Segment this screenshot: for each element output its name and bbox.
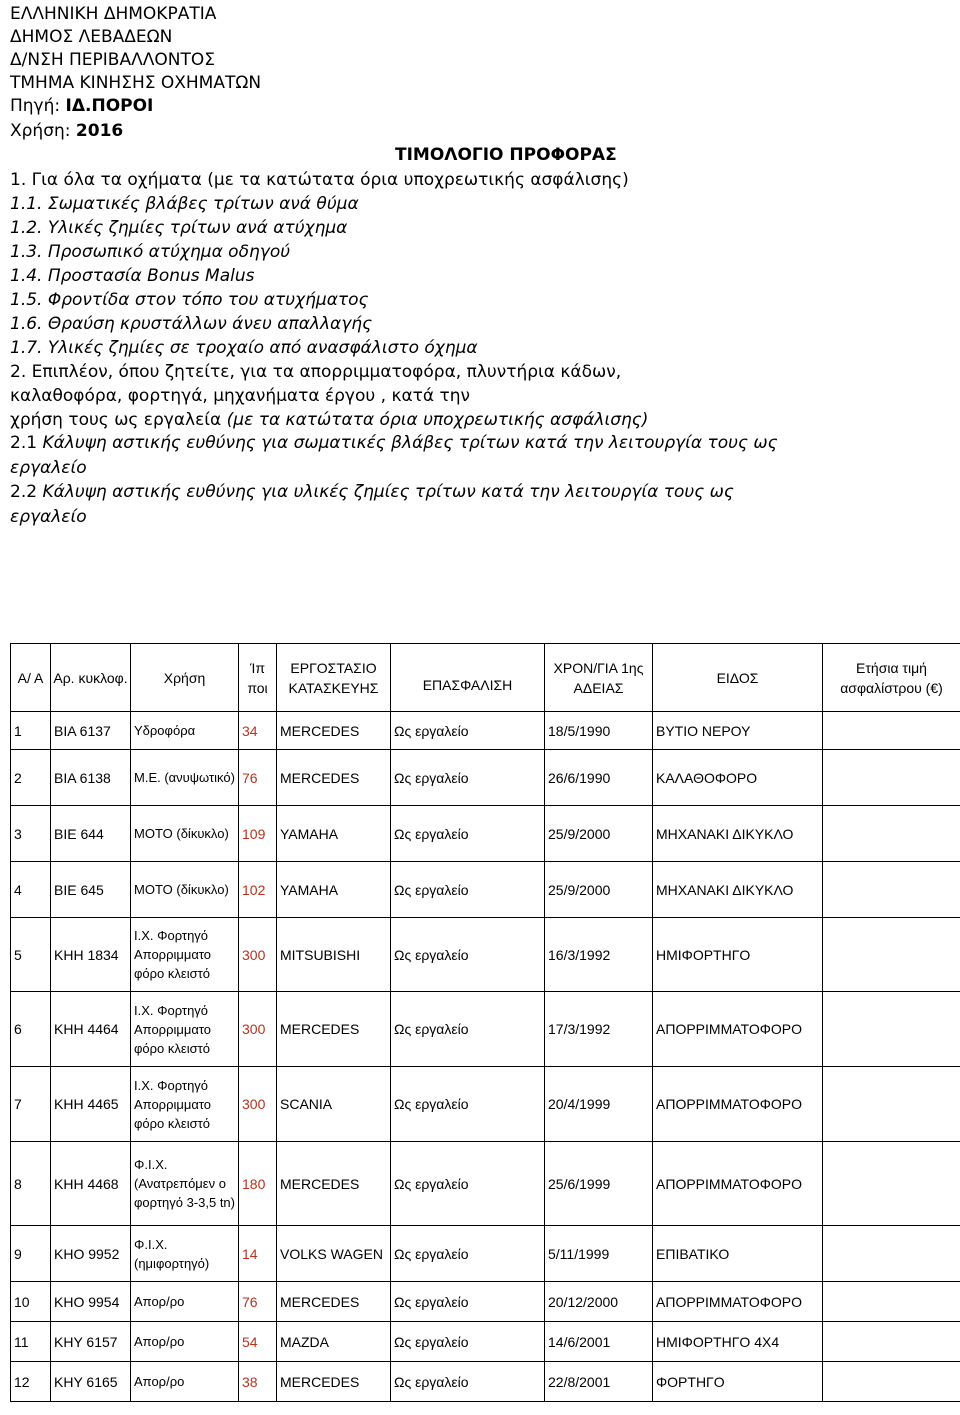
cell-aa: 10	[11, 1282, 51, 1322]
cell-premium	[823, 1282, 960, 1322]
cell-date: 18/5/1990	[545, 712, 653, 750]
cell-plate: ΚΗΥ 6157	[51, 1322, 131, 1362]
header-source	[10, 95, 153, 118]
cell-aa: 2	[11, 750, 51, 806]
cell-date: 26/6/1990	[545, 750, 653, 806]
cell-plate: ΚΗΟ 9952	[51, 1226, 131, 1282]
cell-maker: MERCEDES	[277, 1362, 391, 1402]
header-type: ΕΙΔΟΣ	[653, 644, 823, 712]
table-row	[11, 1322, 960, 1362]
section1-title: 1. Για όλα τα οχήματα (με τα κατώτατα όρια υποχρεωτικής ασφάλισης)	[10, 170, 629, 190]
section2-item1-text: Κάλυψη αστικής ευθύνης για σωματικές βλάβες τρίτων κατά την λειτουργία τους ως εργαλείο	[10, 433, 778, 478]
cell-insurance: Ως εργαλείο	[391, 1362, 545, 1402]
table-row	[11, 712, 960, 750]
cell-premium	[823, 806, 960, 862]
cell-insurance: Ως εργαλείο	[391, 992, 545, 1067]
cell-type: ΜΗΧΑΝΑΚΙ ΔΙΚΥΚΛΟ	[653, 806, 823, 862]
cell-plate: ΚΗΗ 4464	[51, 992, 131, 1067]
cell-aa: 11	[11, 1322, 51, 1362]
cell-premium	[823, 1226, 960, 1282]
cell-insurance: Ως εργαλείο	[391, 712, 545, 750]
header-line-directorate: Δ/ΝΣΗ ΠΕΡΙΒΑΛΛΟΝΤΟΣ	[10, 50, 215, 70]
cell-type: ΗΜΙΦΟΡΤΗΓΟ	[653, 918, 823, 992]
cell-date: 20/12/2000	[545, 1282, 653, 1322]
section2-item1-num: 2.1	[10, 433, 43, 453]
cell-type: ΑΠΟΡΡΙΜΜΑΤΟΦΟΡΟ	[653, 1142, 823, 1226]
section1-item: 1.1. Σωματικές βλάβες τρίτων ανά θύμα	[10, 194, 359, 214]
cell-insurance: Ως εργαλείο	[391, 1282, 545, 1322]
cell-hp: 102	[239, 862, 277, 918]
section2-line1: 2. Επιπλέον, όπου ζητείτε, για τα απορριμματοφόρα, πλυντήρια κάδων,	[10, 362, 622, 382]
header-use: Χρήση	[131, 644, 239, 712]
cell-date: 25/9/2000	[545, 862, 653, 918]
header-aa: Α/ Α	[11, 644, 51, 712]
cell-premium	[823, 918, 960, 992]
table-row	[11, 1226, 960, 1282]
cell-insurance: Ως εργαλείο	[391, 1226, 545, 1282]
section2-item2-num: 2.2	[10, 482, 43, 502]
cell-plate: ΒΙΑ 6138	[51, 750, 131, 806]
cell-plate: ΚΗΥ 6165	[51, 1362, 131, 1402]
cell-insurance: Ως εργαλείο	[391, 918, 545, 992]
cell-maker: VOLKS WAGEN	[277, 1226, 391, 1282]
section2-item1	[10, 431, 790, 480]
section2-line3	[10, 409, 648, 432]
cell-insurance: Ως εργαλείο	[391, 806, 545, 862]
table-row	[11, 992, 960, 1067]
cell-hp: 76	[239, 750, 277, 806]
cell-insurance: Ως εργαλείο	[391, 750, 545, 806]
cell-use: Ι.Χ. Φορτηγό Απορριμματο φόρο κλειστό	[131, 918, 239, 992]
cell-premium	[823, 712, 960, 750]
source-value: ΙΔ.ΠΟΡΟΙ	[65, 96, 154, 116]
cell-date: 16/3/1992	[545, 918, 653, 992]
table-row	[11, 750, 960, 806]
header-line-country: ΕΛΛΗΝΙΚΗ ΔΗΜΟΚΡΑΤΙΑ	[10, 4, 217, 24]
cell-use: Ι.Χ. Φορτηγό Απορριμματο φόρο κλειστό	[131, 1067, 239, 1142]
header-maker: ΕΡΓΟΣΤΑΣΙΟ ΚΑΤΑΣΚΕΥΗΣ	[277, 644, 391, 712]
cell-plate: ΚΗΗ 1834	[51, 918, 131, 992]
cell-use: Υδροφόρα	[131, 712, 239, 750]
cell-maker: YAMAHA	[277, 806, 391, 862]
cell-aa: 1	[11, 712, 51, 750]
cell-plate: ΒΙΕ 645	[51, 862, 131, 918]
section1-item: 1.7. Υλικές ζημίες σε τροχαίο από ανασφάλιστο όχημα	[10, 338, 478, 358]
table-row	[11, 806, 960, 862]
cell-date: 20/4/1999	[545, 1067, 653, 1142]
header-plate: Αρ. κυκλοφ.	[51, 644, 131, 712]
cell-type: ΕΠΙΒΑΤΙΚΟ	[653, 1226, 823, 1282]
cell-premium	[823, 1362, 960, 1402]
cell-plate: ΚΗΟ 9954	[51, 1282, 131, 1322]
cell-plate: ΒΙΕ 644	[51, 806, 131, 862]
cell-premium	[823, 750, 960, 806]
cell-hp: 38	[239, 1362, 277, 1402]
cell-maker: YAMAHA	[277, 862, 391, 918]
cell-type: ΗΜΙΦΟΡΤΗΓΟ 4Χ4	[653, 1322, 823, 1362]
cell-hp: 300	[239, 992, 277, 1067]
cell-insurance: Ως εργαλείο	[391, 862, 545, 918]
cell-maker: MERCEDES	[277, 750, 391, 806]
cell-maker: MERCEDES	[277, 992, 391, 1067]
table-row	[11, 1282, 960, 1322]
cell-maker: MERCEDES	[277, 712, 391, 750]
year-value: 2016	[75, 121, 124, 141]
header-line-department: ΤΜΗΜΑ ΚΙΝΗΣΗΣ ΟΧΗΜΑΤΩΝ	[10, 73, 262, 93]
cell-hp: 300	[239, 1067, 277, 1142]
cell-type: ΜΗΧΑΝΑΚΙ ΔΙΚΥΚΛΟ	[653, 862, 823, 918]
year-label: Χρήση:	[10, 121, 76, 141]
section2-item2	[10, 480, 790, 529]
source-label: Πηγή:	[10, 96, 66, 116]
cell-use: Μ.Ε. (ανυψωτικό)	[131, 750, 239, 806]
cell-aa: 12	[11, 1362, 51, 1402]
document-title: ΤΙΜΟΛΟΓΙΟ ΠΡΟΦΟΡΑΣ	[395, 145, 617, 165]
cell-maker: SCANIA	[277, 1067, 391, 1142]
section2-line2: καλαθοφόρα, φορτηγά, μηχανήματα έργου , κατά την	[10, 386, 471, 406]
cell-use: Απορ/ρο	[131, 1362, 239, 1402]
cell-type: ΑΠΟΡΡΙΜΜΑΤΟΦΟΡΟ	[653, 1282, 823, 1322]
header-year	[10, 120, 123, 143]
table-row	[11, 1362, 960, 1402]
cell-premium	[823, 1142, 960, 1226]
cell-premium	[823, 1322, 960, 1362]
section1-item: 1.5. Φροντίδα στον τόπο του ατυχήματος	[10, 290, 369, 310]
cell-hp: 180	[239, 1142, 277, 1226]
cell-hp: 76	[239, 1282, 277, 1322]
section2-line3-start: χρήση τους ως εργαλεία	[10, 410, 227, 430]
cell-aa: 3	[11, 806, 51, 862]
cell-use: Απορ/ρο	[131, 1282, 239, 1322]
header-first-license-date: ΧΡΟΝ/ΓΙΑ 1ης ΑΔΕΙΑΣ	[545, 644, 653, 712]
cell-hp: 14	[239, 1226, 277, 1282]
cell-use: Απορ/ρο	[131, 1322, 239, 1362]
cell-aa: 9	[11, 1226, 51, 1282]
cell-use: ΜΟΤΟ (δίκυκλο)	[131, 862, 239, 918]
cell-aa: 5	[11, 918, 51, 992]
cell-hp: 300	[239, 918, 277, 992]
cell-plate: ΒΙΑ 6137	[51, 712, 131, 750]
header-insurance: ΕΠΑΣΦΑΛΙΣΗ	[391, 644, 545, 712]
cell-date: 17/3/1992	[545, 992, 653, 1067]
cell-aa: 6	[11, 992, 51, 1067]
section1-item: 1.2. Υλικές ζημίες τρίτων ανά ατύχημα	[10, 218, 348, 238]
vehicles-table	[10, 643, 960, 1402]
cell-aa: 7	[11, 1067, 51, 1142]
cell-use: Ι.Χ. Φορτηγό Απορριμματο φόρο κλειστό	[131, 992, 239, 1067]
section1-item: 1.6. Θραύση κρυστάλλων άνευ απαλλαγής	[10, 314, 373, 334]
cell-maker: MITSUBISHI	[277, 918, 391, 992]
cell-hp: 109	[239, 806, 277, 862]
cell-date: 22/8/2001	[545, 1362, 653, 1402]
table-row	[11, 1142, 960, 1226]
cell-use: Φ.Ι.Χ. (ημιφορτηγό)	[131, 1226, 239, 1282]
cell-maker: MERCEDES	[277, 1142, 391, 1226]
cell-plate: ΚΗΗ 4465	[51, 1067, 131, 1142]
cell-type: ΑΠΟΡΡΙΜΜΑΤΟΦΟΡΟ	[653, 1067, 823, 1142]
cell-insurance: Ως εργαλείο	[391, 1142, 545, 1226]
cell-use: Φ.Ι.Χ. (Ανατρεπόμεν ο φορτηγό 3-3,5 tn)	[131, 1142, 239, 1226]
cell-type: ΒΥΤΙΟ ΝΕΡΟΥ	[653, 712, 823, 750]
cell-premium	[823, 1067, 960, 1142]
cell-aa: 4	[11, 862, 51, 918]
table-row	[11, 918, 960, 992]
cell-date: 14/6/2001	[545, 1322, 653, 1362]
cell-type: ΑΠΟΡΡΙΜΜΑΤΟΦΟΡΟ	[653, 992, 823, 1067]
header-hp: Ίπ ποι	[239, 644, 277, 712]
cell-date: 5/11/1999	[545, 1226, 653, 1282]
cell-plate: ΚΗΗ 4468	[51, 1142, 131, 1226]
table-row	[11, 862, 960, 918]
cell-insurance: Ως εργαλείο	[391, 1322, 545, 1362]
cell-insurance: Ως εργαλείο	[391, 1067, 545, 1142]
cell-premium	[823, 862, 960, 918]
cell-premium	[823, 992, 960, 1067]
cell-date: 25/6/1999	[545, 1142, 653, 1226]
section2-line3-italic: (με τα κατώτατα όρια υποχρεωτικής ασφάλισης)	[226, 410, 649, 430]
header-line-municipality: ΔΗΜΟΣ ΛΕΒΑΔΕΩΝ	[10, 27, 173, 47]
cell-maker: MAZDA	[277, 1322, 391, 1362]
cell-aa: 8	[11, 1142, 51, 1226]
header-annual-premium: Ετήσια τιμή ασφαλίστρου (€)	[823, 644, 960, 712]
cell-type: ΦΟΡΤΗΓΟ	[653, 1362, 823, 1402]
cell-hp: 34	[239, 712, 277, 750]
cell-hp: 54	[239, 1322, 277, 1362]
table-row	[11, 1067, 960, 1142]
section1-item: 1.3. Προσωπικό ατύχημα οδηγού	[10, 242, 291, 262]
cell-use: ΜΟΤΟ (δίκυκλο)	[131, 806, 239, 862]
table-header-row	[11, 644, 960, 712]
section2-item2-text: Κάλυψη αστικής ευθύνης για υλικές ζημίες τρίτων κατά την λειτουργία τους ως εργαλείο	[10, 482, 734, 527]
cell-type: ΚΑΛΑΘΟΦΟΡΟ	[653, 750, 823, 806]
cell-maker: MERCEDES	[277, 1282, 391, 1322]
section1-item: 1.4. Προστασία Bonus Malus	[10, 266, 255, 286]
cell-date: 25/9/2000	[545, 806, 653, 862]
